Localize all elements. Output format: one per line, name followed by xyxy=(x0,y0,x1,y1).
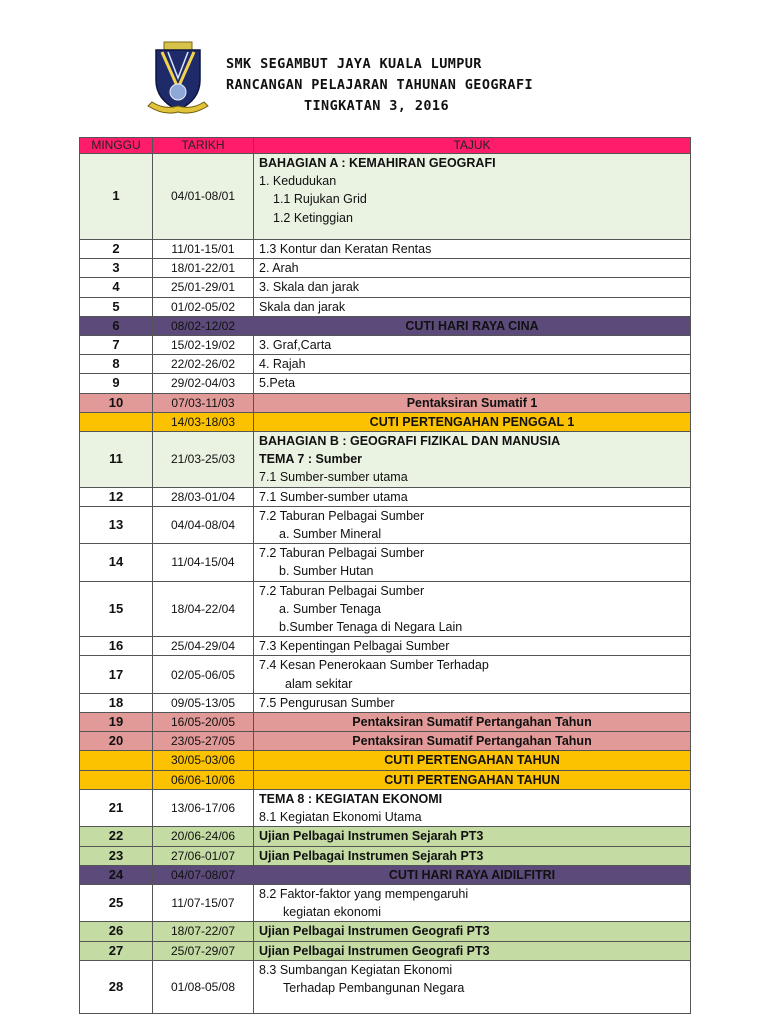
topic-cell: Pentaksiran Sumatif Pertangahan Tahun xyxy=(254,732,691,751)
table-row xyxy=(80,240,691,259)
table-row xyxy=(80,506,691,543)
topic-line: 7.2 Taburan Pelbagai Sumber xyxy=(259,546,425,561)
holiday-row xyxy=(80,865,691,884)
week-cell xyxy=(80,412,153,431)
date-cell: 28/03-01/04 xyxy=(153,487,254,506)
plan-title: RANCANGAN PELAJARAN TAHUNAN GEOGRAFI xyxy=(226,77,533,93)
topic-line: b.Sumber Tenaga di Negara Lain xyxy=(279,620,463,635)
table-row xyxy=(80,278,691,297)
topic-cell xyxy=(254,656,691,693)
week-cell: 14 xyxy=(80,544,153,581)
topic-line: 8.1 Kegiatan Ekonomi Utama xyxy=(259,810,422,825)
week-cell: 21 xyxy=(80,789,153,826)
date-cell: 27/06-01/07 xyxy=(153,846,254,865)
date-cell: 01/08-05/08 xyxy=(153,960,254,1013)
date-cell: 15/02-19/02 xyxy=(153,336,254,355)
date-cell: 06/06-10/06 xyxy=(153,770,254,789)
table-row xyxy=(80,487,691,506)
date-cell: 29/02-04/03 xyxy=(153,374,254,393)
topic-line: kegiatan ekonomi xyxy=(283,905,381,920)
topic-cell xyxy=(254,581,691,637)
date-cell: 25/07-29/07 xyxy=(153,941,254,960)
date-cell: 13/06-17/06 xyxy=(153,789,254,826)
table-row xyxy=(80,637,691,656)
topic-cell: CUTI HARI RAYA AIDILFITRI xyxy=(254,865,691,884)
topic-line: 8.3 Sumbangan Kegiatan Ekonomi xyxy=(259,962,453,977)
week-cell: 15 xyxy=(80,581,153,637)
holiday-row xyxy=(80,770,691,789)
column-header-minggu: MINGGU xyxy=(80,138,153,154)
topic-cell: Ujian Pelbagai Instrumen Geografi PT3 xyxy=(254,941,691,960)
date-cell: 11/07-15/07 xyxy=(153,884,254,921)
table-row xyxy=(80,432,691,488)
week-cell: 2 xyxy=(80,240,153,259)
topic-cell: Pentaksiran Sumatif 1 xyxy=(254,393,691,412)
topic-cell: 4. Rajah xyxy=(254,355,691,374)
holiday-row xyxy=(80,751,691,770)
topic-cell: 3. Skala dan jarak xyxy=(254,278,691,297)
week-cell: 4 xyxy=(80,278,153,297)
week-cell: 1 xyxy=(80,154,153,240)
date-cell: 11/01-15/01 xyxy=(153,240,254,259)
topic-cell xyxy=(254,789,691,826)
topic-cell: 7.5 Pengurusan Sumber xyxy=(254,693,691,712)
topic-cell: 1.3 Kontur dan Keratan Rentas xyxy=(254,240,691,259)
week-cell: 19 xyxy=(80,713,153,732)
week-cell xyxy=(80,770,153,789)
table-row xyxy=(80,154,691,240)
week-cell: 8 xyxy=(80,355,153,374)
document-heading xyxy=(226,54,646,117)
date-cell: 30/05-03/06 xyxy=(153,751,254,770)
week-cell: 23 xyxy=(80,846,153,865)
topic-cell xyxy=(254,154,691,240)
date-cell: 23/05-27/05 xyxy=(153,732,254,751)
topic-line: alam sekitar xyxy=(285,676,353,691)
date-cell: 09/05-13/05 xyxy=(153,693,254,712)
week-cell: 9 xyxy=(80,374,153,393)
topic-line: a. Sumber Mineral xyxy=(279,527,382,542)
topic-cell xyxy=(254,884,691,921)
exam-row xyxy=(80,846,691,865)
topic-line: 1.2 Ketinggian xyxy=(273,210,353,225)
column-header-tajuk: TAJUK xyxy=(254,138,691,154)
topic-cell xyxy=(254,506,691,543)
school-crest-logo xyxy=(146,40,210,118)
week-cell: 11 xyxy=(80,432,153,488)
topic-cell xyxy=(254,544,691,581)
date-cell: 22/02-26/02 xyxy=(153,355,254,374)
table-row xyxy=(80,355,691,374)
assessment-row xyxy=(80,393,691,412)
annual-lesson-plan-table xyxy=(79,137,691,1014)
topic-cell: 2. Arah xyxy=(254,259,691,278)
topic-cell: 7.1 Sumber-sumber utama xyxy=(254,487,691,506)
week-cell: 24 xyxy=(80,865,153,884)
assessment-row xyxy=(80,713,691,732)
date-cell: 25/04-29/04 xyxy=(153,637,254,656)
table-row xyxy=(80,656,691,693)
date-cell: 02/05-06/05 xyxy=(153,656,254,693)
date-cell: 08/02-12/02 xyxy=(153,316,254,335)
week-cell: 22 xyxy=(80,827,153,846)
topic-line: BAHAGIAN B : GEOGRAFI FIZIKAL DAN MANUSIA xyxy=(259,434,561,449)
table-row xyxy=(80,693,691,712)
topic-cell xyxy=(254,432,691,488)
week-cell: 17 xyxy=(80,656,153,693)
topic-cell: CUTI PERTENGAHAN TAHUN xyxy=(254,751,691,770)
date-cell: 25/01-29/01 xyxy=(153,278,254,297)
date-cell: 01/02-05/02 xyxy=(153,297,254,316)
exam-row xyxy=(80,941,691,960)
exam-row xyxy=(80,827,691,846)
topic-cell: Ujian Pelbagai Instrumen Sejarah PT3 xyxy=(254,827,691,846)
topic-line: TEMA 8 : KEGIATAN EKONOMI xyxy=(259,791,443,806)
topic-line: 7.4 Kesan Penerokaan Sumber Terhadap xyxy=(259,658,489,673)
topic-cell: Skala dan jarak xyxy=(254,297,691,316)
table-row xyxy=(80,336,691,355)
week-cell: 18 xyxy=(80,693,153,712)
topic-line: 8.2 Faktor-faktor yang mempengaruhi xyxy=(259,886,469,901)
topic-line: 7.1 Sumber-sumber utama xyxy=(259,470,408,485)
topic-cell: Pentaksiran Sumatif Pertangahan Tahun xyxy=(254,713,691,732)
week-cell: 20 xyxy=(80,732,153,751)
week-cell: 3 xyxy=(80,259,153,278)
topic-cell: Ujian Pelbagai Instrumen Geografi PT3 xyxy=(254,922,691,941)
table-header-row xyxy=(80,138,691,154)
date-cell: 16/05-20/05 xyxy=(153,713,254,732)
topic-cell: 5.Peta xyxy=(254,374,691,393)
date-cell: 04/01-08/01 xyxy=(153,154,254,240)
date-cell: 18/01-22/01 xyxy=(153,259,254,278)
week-cell: 13 xyxy=(80,506,153,543)
week-cell xyxy=(80,751,153,770)
topic-line: a. Sumber Tenaga xyxy=(279,601,381,616)
column-header-tarikh: TARIKH xyxy=(153,138,254,154)
date-cell: 07/03-11/03 xyxy=(153,393,254,412)
table-row xyxy=(80,544,691,581)
topic-cell: CUTI HARI RAYA CINA xyxy=(254,316,691,335)
topic-line: 1.1 Rujukan Grid xyxy=(273,192,367,207)
table-row xyxy=(80,297,691,316)
date-cell: 11/04-15/04 xyxy=(153,544,254,581)
week-cell: 6 xyxy=(80,316,153,335)
class-level-year: TINGKATAN 3, 2016 xyxy=(304,98,449,114)
table-row xyxy=(80,884,691,921)
date-cell: 04/04-08/04 xyxy=(153,506,254,543)
topic-line: b. Sumber Hutan xyxy=(279,564,374,579)
week-cell: 27 xyxy=(80,941,153,960)
table-row xyxy=(80,960,691,1013)
topic-line: TEMA 7 : Sumber xyxy=(259,452,363,467)
topic-line: Terhadap Pembangunan Negara xyxy=(283,980,465,995)
date-cell: 04/07-08/07 xyxy=(153,865,254,884)
date-cell: 18/04-22/04 xyxy=(153,581,254,637)
topic-cell: CUTI PERTENGAHAN PENGGAL 1 xyxy=(254,412,691,431)
week-cell: 25 xyxy=(80,884,153,921)
date-cell: 14/03-18/03 xyxy=(153,412,254,431)
topic-cell: CUTI PERTENGAHAN TAHUN xyxy=(254,770,691,789)
holiday-row xyxy=(80,412,691,431)
week-cell: 28 xyxy=(80,960,153,1013)
topic-cell: 7.3 Kepentingan Pelbagai Sumber xyxy=(254,637,691,656)
week-cell: 7 xyxy=(80,336,153,355)
topic-line: BAHAGIAN A : KEMAHIRAN GEOGRAFI xyxy=(259,156,496,170)
week-cell: 12 xyxy=(80,487,153,506)
date-cell: 20/06-24/06 xyxy=(153,827,254,846)
week-cell: 16 xyxy=(80,637,153,656)
week-cell: 5 xyxy=(80,297,153,316)
date-cell: 18/07-22/07 xyxy=(153,922,254,941)
date-cell: 21/03-25/03 xyxy=(153,432,254,488)
week-cell: 26 xyxy=(80,922,153,941)
topic-cell: Ujian Pelbagai Instrumen Sejarah PT3 xyxy=(254,846,691,865)
topic-line: 7.2 Taburan Pelbagai Sumber xyxy=(259,583,425,598)
holiday-row xyxy=(80,316,691,335)
exam-row xyxy=(80,922,691,941)
table-row xyxy=(80,581,691,637)
topic-line: 7.2 Taburan Pelbagai Sumber xyxy=(259,508,425,523)
topic-cell xyxy=(254,960,691,1013)
table-row xyxy=(80,789,691,826)
topic-line: 1. Kedudukan xyxy=(259,174,337,189)
week-cell: 10 xyxy=(80,393,153,412)
table-row xyxy=(80,374,691,393)
school-name: SMK SEGAMBUT JAYA KUALA LUMPUR xyxy=(226,56,482,72)
assessment-row xyxy=(80,732,691,751)
table-row xyxy=(80,259,691,278)
topic-cell: 3. Graf,Carta xyxy=(254,336,691,355)
